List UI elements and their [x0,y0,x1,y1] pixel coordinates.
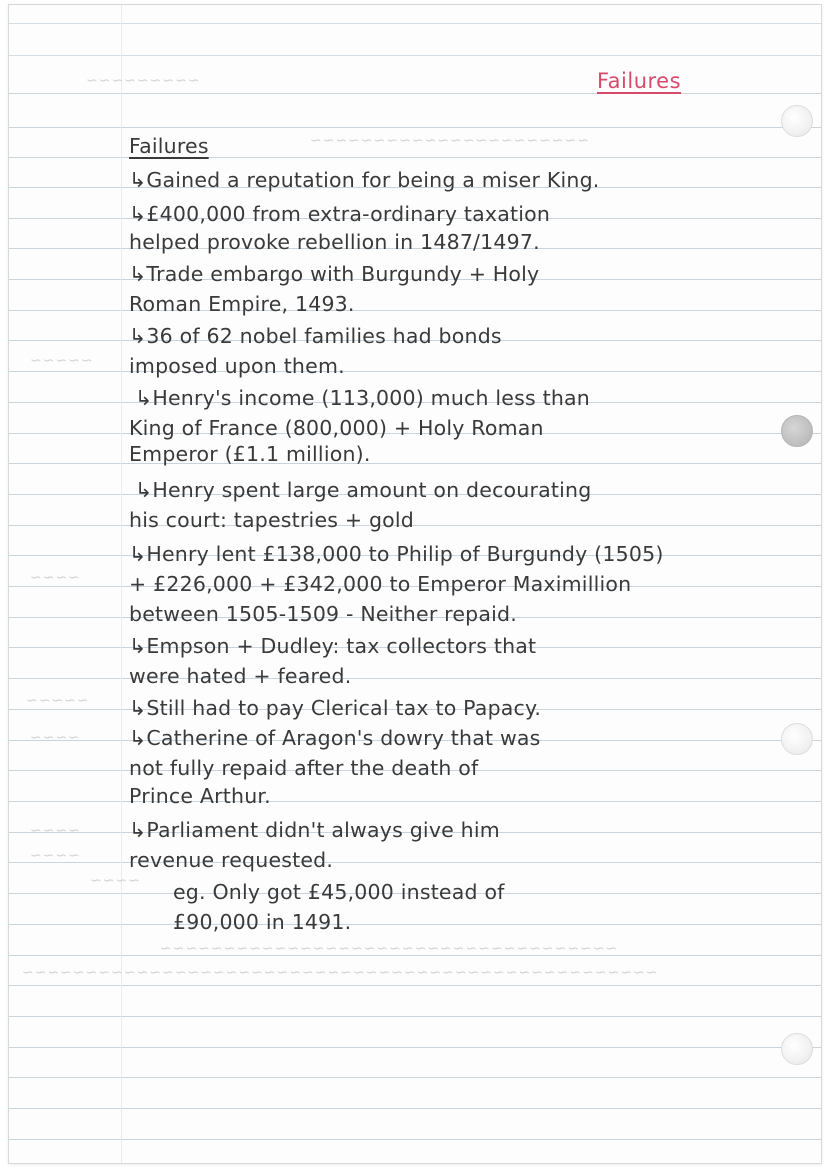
note-line: eg. Only got £45,000 instead of [173,880,505,904]
note-line: ↳Still had to pay Clerical tax to Papacy. [129,696,542,720]
show-through-marks: ~~~~~~~~~ [85,73,200,89]
note-line: Emperor (£1.1 million). [129,442,371,466]
ruled-line [9,985,821,986]
note-line: £90,000 in 1491. [173,910,352,934]
show-through-marks: ~~~~~~~~~~~~~~~~~~~~~~~~~~~~~~~~~~~~~~~~~~~~~~~~~~ [21,965,658,981]
show-through-marks: ~~~~~ [25,693,89,709]
show-through-marks: ~~~~ [29,730,80,746]
show-through-marks: ~~~~~~~~~~~~~~~~~~~~~~~~~~~~~~~~~~~~ [159,941,618,957]
punch-hole [781,1033,813,1065]
margin-line [121,5,122,1163]
note-line: ↳Gained a reputation for being a miser King. [129,168,600,192]
show-through-marks: ~~~~ [89,873,140,889]
show-through-marks: ~~~~ [29,570,80,586]
note-line: were hated + feared. [129,664,352,688]
show-through-marks: ~~~~~ [29,353,93,369]
note-line: imposed upon them. [129,354,345,378]
note-line: Roman Empire, 1493. [129,292,355,316]
note-line: ↳Parliament didn't always give him [129,818,500,842]
note-line: ↳Henry's income (113,000) much less than [135,386,590,410]
ruled-line [9,93,821,94]
punch-hole [781,723,813,755]
show-through-marks: ~~~~~~~~~~~~~~~~~~~~~~ [309,133,590,149]
show-through-marks: ~~~~ [29,848,80,864]
note-line: ↳36 of 62 nobel families had bonds [129,324,502,348]
ruled-line [9,55,821,56]
notebook-page [8,4,822,1164]
note-line: his court: tapestries + gold [129,508,415,532]
ruled-line [9,1108,821,1109]
show-through-marks: ~~~~ [29,823,80,839]
note-line: + £226,000 + £342,000 to Emperor Maximillion [129,572,632,596]
ruled-line [9,924,821,925]
notes-title: Failures [129,134,209,158]
note-line: not fully repaid after the death of [129,756,479,780]
ruled-line [9,1047,821,1048]
note-line: ↳Henry lent £138,000 to Philip of Burgundy (1505) [129,542,664,566]
note-line: ↳£400,000 from extra-ordinary taxation [129,202,551,226]
ruled-line [9,23,821,24]
punch-hole [781,105,813,137]
note-line: ↳Catherine of Aragon's dowry that was [129,726,541,750]
ruled-line [9,1016,821,1017]
note-line: between 1505-1509 - Neither repaid. [129,602,517,626]
note-line: King of France (800,000) + Holy Roman [129,416,544,440]
note-line: ↳Henry spent large amount on decourating [135,478,592,502]
note-line: ↳Trade embargo with Burgundy + Holy [129,262,540,286]
note-line: revenue requested. [129,848,334,872]
ruled-line [9,1139,821,1140]
punch-hole [781,415,813,447]
note-line: Prince Arthur. [129,784,271,808]
ruled-line [9,1077,821,1078]
ruled-line [9,127,821,128]
page-heading: Failures [597,69,682,93]
note-line: helped provoke rebellion in 1487/1497. [129,230,540,254]
note-line: ↳Empson + Dudley: tax collectors that [129,634,537,658]
